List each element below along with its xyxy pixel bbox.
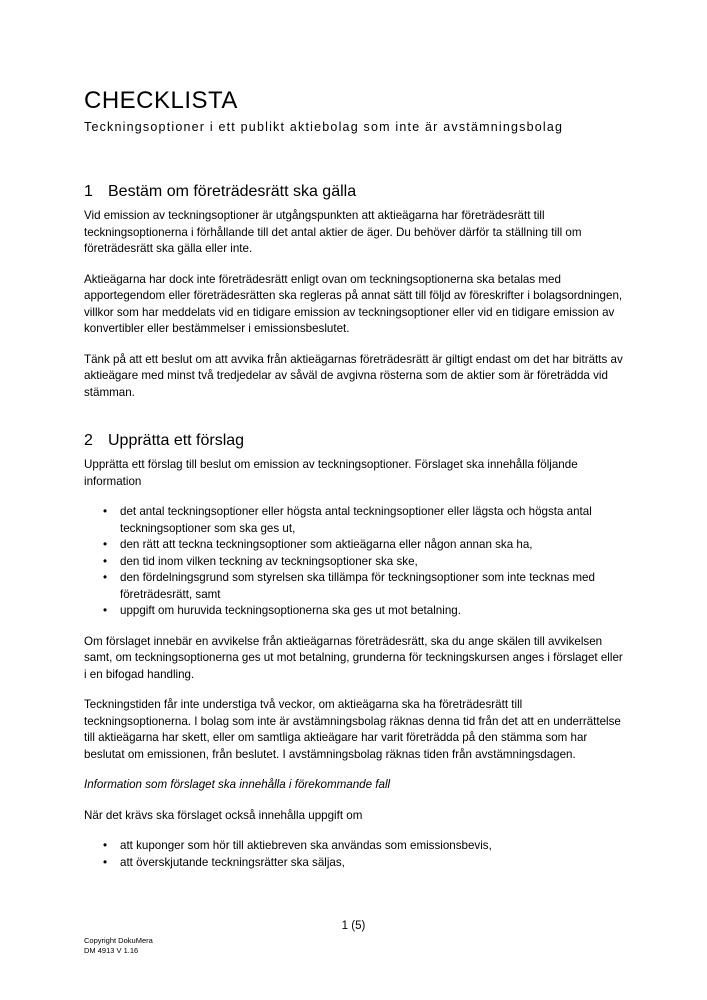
section-2-required-paragraph: När det krävs ska förslaget också innehålla uppgift om [84,808,363,822]
list-item: • att överskjutande teckningsrätter ska säljas, [120,855,624,872]
list-item: • den tid inom vilken teckning av teckningsoptioner ska ske, [120,554,624,571]
section-1-title: Bestäm om företrädesrätt ska gälla [108,183,357,200]
list-item: • att kuponger som hör till aktiebreven ska användas som emissionsbevis, [120,838,624,855]
bullet-icon: • [103,505,108,518]
section-2-heading [84,431,624,451]
list-item: • uppgift om huruvida teckningsoptionerna ska ges ut mot betalning. [120,603,624,620]
list-item: • det antal teckningsoptioner eller högsta antal teckningsoptioner eller lägsta och högsta antal teckningsoptioner som ska ges ut, [103,505,592,535]
section-1-paragraph-2: Aktieägarna har dock inte företrädesrätt enligt ovan om teckningsoptionerna ska betalas med apportegendom eller företrädesrätten ska regleras på annat sätt till följd av föreskrifter i bolagsordningen, villkor som har meddelats vid en tidigare emission av teckningsoptioner eller vid en tidigare emission av konvertibler eller bestämmelser i emissionsbeslutet. [84,272,623,335]
list-item: • den fördelningsgrund som styrelsen ska tillämpa för teckningsoptioner som inte tecknas med företrädesrätt, samt [103,571,595,601]
proposal-contents-list [84,504,624,620]
section-2-title: Upprätta ett förslag [108,432,245,449]
section-2-number: 2 [84,432,93,449]
section-2-subheading: Information som förslaget ska innehålla i förekommande fall [84,778,391,791]
document-title: CHECKLISTA [84,87,238,114]
document-page [84,86,624,885]
section-1-paragraph-3: Tänk på att ett beslut om att avvika från aktieägarnas företrädesrätt är giltigt endast om det har biträtts av aktieägare med minst två tredjedelar av såväl de avgivna rösterna som de aktier som är företrädda vid stämman. [84,352,623,399]
section-1-number: 1 [84,183,93,200]
document-subtitle: Teckningsoptioner i ett publikt aktiebolag som inte är avstämningsbolag [84,120,564,134]
page-number: 1 (5) [341,920,366,932]
optional-contents-list [84,838,624,871]
footer [84,936,153,956]
section-1-heading [84,182,624,202]
footer-doc-id: DM 4913 V 1.16 [84,946,139,955]
section-2-intro: Upprätta ett förslag till beslut om emission av teckningsoptioner. Förslaget ska innehålla följande information [84,458,578,488]
section-2-deviation-paragraph: Om förslaget innebär en avvikelse från aktieägarnas företrädesrätt, ska du ange skälen till avvikelsen samt, om teckningsoptionerna ges ut mot betalning, grunderna för teckningskursen anges i förslaget eller i en bifogad handling. [84,634,623,681]
bullet-icon: • [103,839,108,852]
section-1-paragraph-1: Vid emission av teckningsoptioner är utgångspunkten att aktieägarna har företrädesrätt till teckningsoptionerna i förhållande till det antal aktier de äger. Du behöver därför ta ställning till om företrädesrätt ska gälla eller inte. [84,209,582,255]
bullet-icon: • [103,855,108,869]
list-item: • den rätt att teckna teckningsoptioner som aktieägarna eller någon annan ska ha, [120,537,624,554]
bullet-icon: • [103,538,108,551]
bullet-icon: • [103,604,108,617]
footer-copyright: Copyright DokuMera [84,936,153,945]
bullet-icon: • [103,554,108,568]
section-2-period-paragraph: Teckningstiden får inte understiga två veckor, om aktieägarna ska ha företrädesrätt till teckningsoptionerna. I bolag som inte är avstämningsbolag räknas denna tid från det att en underrättelse till aktieägarna har skett, eller om samtliga aktieägare har varit företrädda på den stämma som har beslutat om emissionen, från beslutet. I avstämningsbolag räknas tiden från avstämningsdagen. [84,698,621,761]
bullet-icon: • [103,571,108,584]
